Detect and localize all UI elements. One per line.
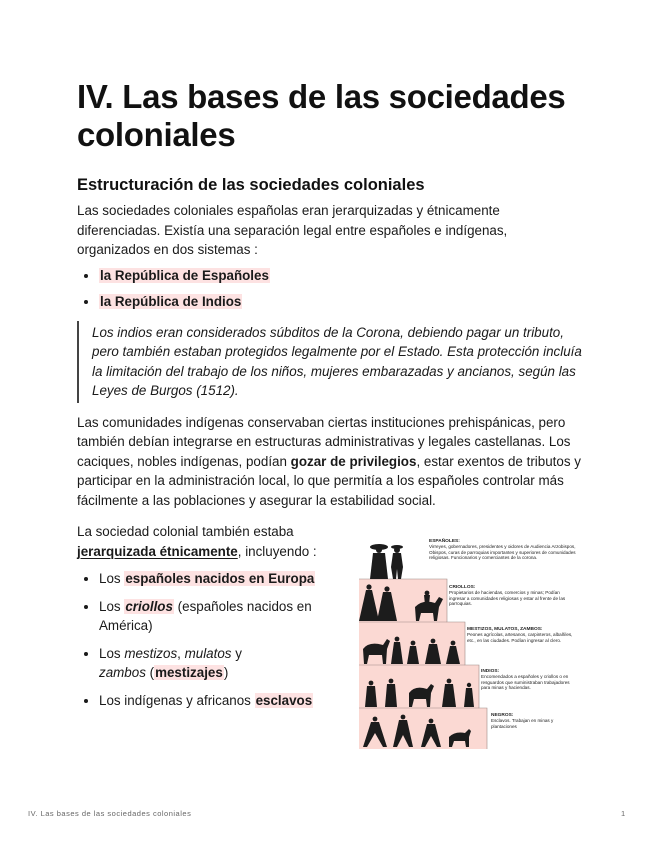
text: (: [145, 665, 155, 680]
text: Las comunidades indígenas conservaban ciertas instituciones prehispánicas, pero también debían integrarse en estructuras administrativas y legales castellanas. Los caciques, nobles indígenas, podían: [77, 414, 571, 469]
label-negros: NEGROS: Esclavos. Trabajan en minas y plantaciones: [491, 713, 554, 729]
paragraph-hierarchy: [77, 522, 357, 561]
social-pyramid-figure: [357, 537, 583, 749]
text: ,: [177, 645, 185, 661]
underlined-bold-text: jerarquizada étnicamente: [77, 543, 238, 559]
list-item: [99, 292, 582, 311]
label-criollos: CRIOLLOS: Propietarios de haciendas, comercios y minas; Podían ingresar a comunidades religiosas y estar al frente de las parroquias.: [449, 585, 566, 607]
italic-text: mulatos: [184, 645, 232, 661]
highlight: la República de Españoles: [100, 267, 269, 283]
text: , estar exentos de tributos y participar en la administración local, lo que permitía a los españoles controlar más fácilmente a las poblaciones y asegurar la estabilidad social.: [77, 453, 581, 508]
page-title: IV. Las bases de las sociedades coloniales: [77, 78, 566, 153]
highlight: criollos: [125, 598, 173, 614]
page-footer: IV. Las bases de las sociedades coloniales: [28, 809, 192, 818]
highlight: mestizajes: [155, 665, 223, 680]
list-item: [99, 691, 357, 711]
highlight: españoles nacidos en Europa: [125, 571, 315, 586]
systems-list: [77, 266, 582, 311]
list-item: [99, 644, 357, 683]
list-item: [99, 266, 582, 285]
bold-text: gozar de privilegios: [290, 453, 417, 469]
groups-list: [77, 569, 357, 710]
hierarchy-text: [77, 522, 357, 710]
text: y: [231, 645, 242, 661]
text: (españoles nacidos en América): [99, 598, 312, 633]
list-item: [99, 569, 357, 589]
hierarchy-section: [77, 522, 582, 729]
intro-paragraph: Las sociedades coloniales españolas eran jerarquizadas y étnicamente diferenciadas. Existía una separación legal entre españoles e indígenas, organizados en dos sistemas :: [77, 203, 508, 257]
text: La sociedad colonial también estaba: [77, 524, 294, 539]
list-item: [99, 597, 357, 636]
text: Los: [99, 598, 125, 614]
highlight: la República de Indios: [100, 293, 242, 309]
text: Los indígenas y africanos: [99, 692, 255, 708]
label-indios: INDIOS: Encomendados a españoles y criollos o en resguardos que suministraban trabajadores para minas y haciendas.: [481, 669, 570, 691]
label-espanoles: ESPAÑOLES: Virreyes, gobernadores, presidentes y oidores de Audiencia Arzobispos, Obispos, curas de parroquias importantes y superiores de comunidades religiosas. Funcionarios y comerciantes de la corona.: [429, 539, 576, 561]
document-page: [77, 78, 582, 729]
text: , incluyendo :: [237, 543, 317, 559]
page-number: 1: [621, 809, 626, 818]
italic-text: mestizos: [124, 645, 178, 661]
highlight: esclavos: [255, 692, 313, 708]
paragraph-caciques: [77, 413, 582, 511]
quote-block: Los indios eran considerados súbditos de la Corona, debiendo pagar un tributo, pero también estaban protegidos legalmente por el Estado. Esta protección incluía la limitación del trabajo de los niños, mujeres embarazadas y ancianos, según las Leyes de Burgos (1512).: [77, 321, 582, 403]
italic-text: zambos: [99, 665, 146, 680]
label-mestizos: MESTIZOS, MULATOS, ZAMBOS: Peones agrícolas, artesanos, carpinteros, albañiles, etc., en las ciudades. Podían ingresar al clero.: [467, 627, 573, 643]
text: ): [223, 665, 229, 680]
text: Los: [99, 571, 125, 586]
text: Los: [99, 645, 125, 661]
section-heading: Estructuración de las sociedades coloniales: [77, 176, 425, 194]
